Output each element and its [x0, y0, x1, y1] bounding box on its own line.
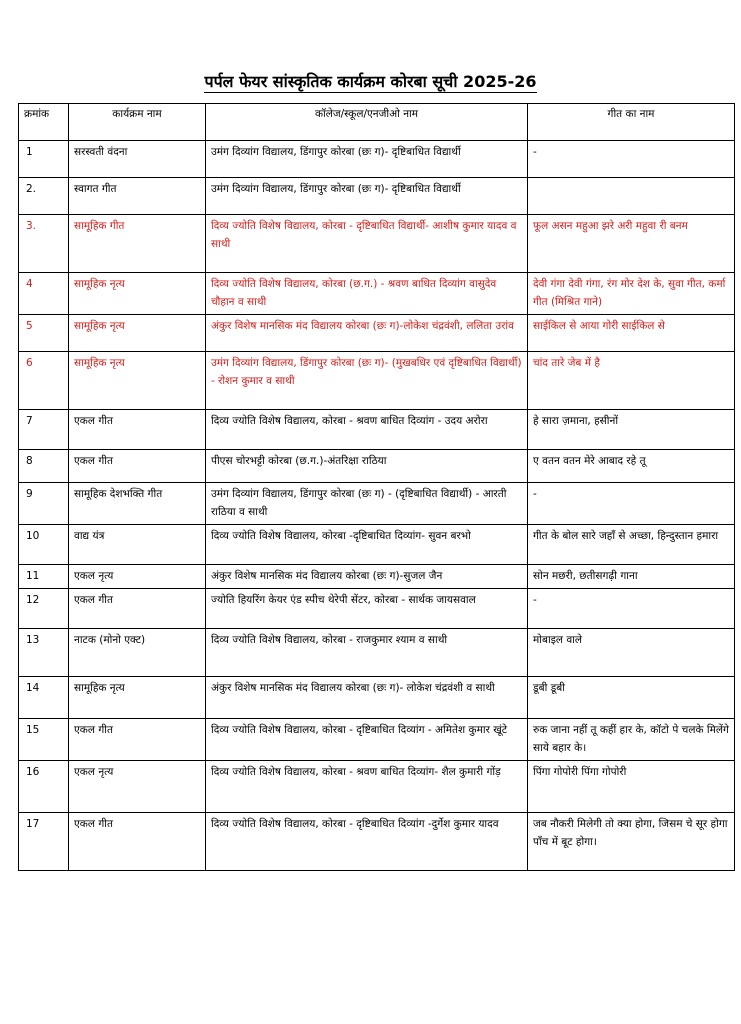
organization-cell: अंकुर विशेष मानसिक मंद विद्यालय कोरबा (छः ग)- लोकेश चंद्रवंशी व साथी [206, 677, 528, 719]
table-row [19, 141, 735, 178]
organization-cell: दिव्य ज्योति विशेष विद्यालय, कोरबा - दृष्टिबाधित दिव्यांग -दुर्गेश कुमार यादव [206, 813, 528, 871]
organization-cell: उमंग दिव्यांग विद्यालय, डिंगापुर कोरबा (छः ग) - (दृष्टिबाधित विद्यार्थी) - आरती राठिया व साथी [206, 483, 528, 525]
program-cell: वाद्य यंत्र [69, 525, 206, 565]
organization-cell: उमंग दिव्यांग विद्यालय, डिंगापुर कोरबा (छः ग)- दृष्टिबाधित विद्यार्थी [206, 178, 528, 215]
serial-cell: 17 [19, 813, 69, 871]
header-serial: क्रमांक [19, 104, 69, 141]
program-cell: सामूहिक नृत्य [69, 352, 206, 410]
serial-cell: 3. [19, 215, 69, 273]
organization-cell: उमंग दिव्यांग विद्यालय, डिंगापुर कोरबा (छः ग)- (मुखबधिर एवं दृष्टिबाधित विद्यार्थी) - रोशन कुमार व साथी [206, 352, 528, 410]
song-cell: जब नौकरी मिलेगी तो क्या होगा, जिसम चे सूर होगा पाँच में बूट होगा। [528, 813, 735, 871]
song-cell: देवी गंगा देवी गंगा, रंग मोर देश के, सुवा गीत, कर्मा गीत (मिश्रित गाने) [528, 273, 735, 315]
program-cell: एकल गीत [69, 410, 206, 450]
program-cell: स्वागत गीत [69, 178, 206, 215]
serial-cell: 15 [19, 719, 69, 761]
organization-cell: उमंग दिव्यांग विद्यालय, डिंगापुर कोरबा (छः ग)- दृष्टिबाधित विद्यार्थी [206, 141, 528, 178]
table-row [19, 483, 735, 525]
program-cell: एकल गीत [69, 450, 206, 483]
table-row [19, 352, 735, 410]
serial-cell: 11 [19, 565, 69, 589]
program-cell: सामूहिक गीत [69, 215, 206, 273]
table-row [19, 589, 735, 629]
table-row [19, 525, 735, 565]
song-cell: हे सारा ज़माना, हसीनों [528, 410, 735, 450]
song-cell: सोन मछरी, छतीसगढ़ी गाना [528, 565, 735, 589]
serial-cell: 7 [19, 410, 69, 450]
table-row [19, 450, 735, 483]
table-row [19, 719, 735, 761]
song-cell: - [528, 589, 735, 629]
organization-cell: दिव्य ज्योति विशेष विद्यालय, कोरबा - राजकुमार श्याम व साथी [206, 629, 528, 677]
table-header-row [19, 104, 735, 141]
organization-cell: पीएस चोरभट्टी कोरबा (छ.ग.)-अंतरिक्षा राठिया [206, 450, 528, 483]
table-row [19, 215, 735, 273]
serial-cell: 4 [19, 273, 69, 315]
organization-cell: अंकुर विशेष मानसिक मंद विद्यालय कोरबा (छः ग)-सुजल जैन [206, 565, 528, 589]
organization-cell: दिव्य ज्योति विशेष विद्यालय, कोरबा - दृष्टिबाधित विद्यार्थी- आशीष कुमार यादव व साथी [206, 215, 528, 273]
song-cell [528, 178, 735, 215]
organization-cell: अंकुर विशेष मानसिक मंद विद्यालय कोरबा (छः ग)-लोकेश चंद्रवंशी, ललिता उरांव [206, 315, 528, 352]
header-organization: कॉलेज/स्कूल/एनजीओ नाम [206, 104, 528, 141]
serial-cell: 5 [19, 315, 69, 352]
program-cell: एकल नृत्य [69, 761, 206, 813]
program-table [18, 103, 735, 871]
table-row [19, 761, 735, 813]
program-cell: एकल गीत [69, 719, 206, 761]
program-cell: सरस्वती वंदना [69, 141, 206, 178]
song-cell: चांद तारे जेब में है [528, 352, 735, 410]
table-row [19, 629, 735, 677]
song-cell: साईकिल से आया गोरी साईकिल से [528, 315, 735, 352]
serial-cell: 8 [19, 450, 69, 483]
song-cell: मोबाइल वाले [528, 629, 735, 677]
organization-cell: दिव्य ज्योति विशेष विद्यालय, कोरबा - श्रवण बाधित दिव्यांग- शैल कुमारी गोंड़ [206, 761, 528, 813]
song-cell: ए वतन वतन मेरे आबाद रहे तू [528, 450, 735, 483]
program-cell: सामूहिक नृत्य [69, 273, 206, 315]
song-cell: - [528, 141, 735, 178]
song-cell: फूल असन महुआ झरे अरी महुवा री बनम [528, 215, 735, 273]
table-row [19, 410, 735, 450]
song-cell: गीत के बोल सारे जहाँ से अच्छा, हिन्दुस्तान हमारा [528, 525, 735, 565]
serial-cell: 1 [19, 141, 69, 178]
serial-cell: 6 [19, 352, 69, 410]
program-cell: सामूहिक नृत्य [69, 315, 206, 352]
organization-cell: दिव्य ज्योति विशेष विद्यालय, कोरबा - दृष्टिबाधित दिव्यांग - अमितेश कुमार खूंटे [206, 719, 528, 761]
serial-cell: 9 [19, 483, 69, 525]
program-cell: एकल गीत [69, 813, 206, 871]
table-row [19, 273, 735, 315]
table-row [19, 315, 735, 352]
serial-cell: 2. [19, 178, 69, 215]
organization-cell: दिव्य ज्योति विशेष विद्यालय, कोरबा (छ.ग.) - श्रवण बाधित दिव्यांग वासुदेव चौहान व साथी [206, 273, 528, 315]
song-cell: पिंगा गोपोरी पिंगा गोपोरी [528, 761, 735, 813]
program-cell: सामूहिक नृत्य [69, 677, 206, 719]
header-program: कार्यक्रम नाम [69, 104, 206, 141]
song-cell: डूबी डूबी [528, 677, 735, 719]
song-cell: - [528, 483, 735, 525]
table-row [19, 813, 735, 871]
table-row [19, 565, 735, 589]
serial-cell: 13 [19, 629, 69, 677]
serial-cell: 14 [19, 677, 69, 719]
table-row [19, 677, 735, 719]
song-cell: रुक जाना नहीं तू कहीं हार के, कॉटो पे चलके मिलेंगे साये बहार के। [528, 719, 735, 761]
header-song: गीत का नाम [528, 104, 735, 141]
program-cell: एकल गीत [69, 589, 206, 629]
serial-cell: 16 [19, 761, 69, 813]
serial-cell: 12 [19, 589, 69, 629]
document-title: पर्पल फेयर सांस्कृतिक कार्यक्रम कोरबा सूची 2025-26 [204, 72, 537, 91]
program-cell: एकल नृत्य [69, 565, 206, 589]
table-row [19, 178, 735, 215]
organization-cell: दिव्य ज्योति विशेष विद्यालय, कोरबा -दृष्टिबाधित दिव्यांग- सुवन बरभो [206, 525, 528, 565]
program-cell: सामूहिक देशभक्ति गीत [69, 483, 206, 525]
serial-cell: 10 [19, 525, 69, 565]
organization-cell: दिव्य ज्योति विशेष विद्यालय, कोरबा - श्रवण बाधित दिव्यांग - उदय अरोरा [206, 410, 528, 450]
program-cell: नाटक (मोनो एक्ट) [69, 629, 206, 677]
organization-cell: ज्योति हियरिंग केयर एंड स्पीच थेरेपी सेंटर, कोरबा - सार्थक जायसवाल [206, 589, 528, 629]
